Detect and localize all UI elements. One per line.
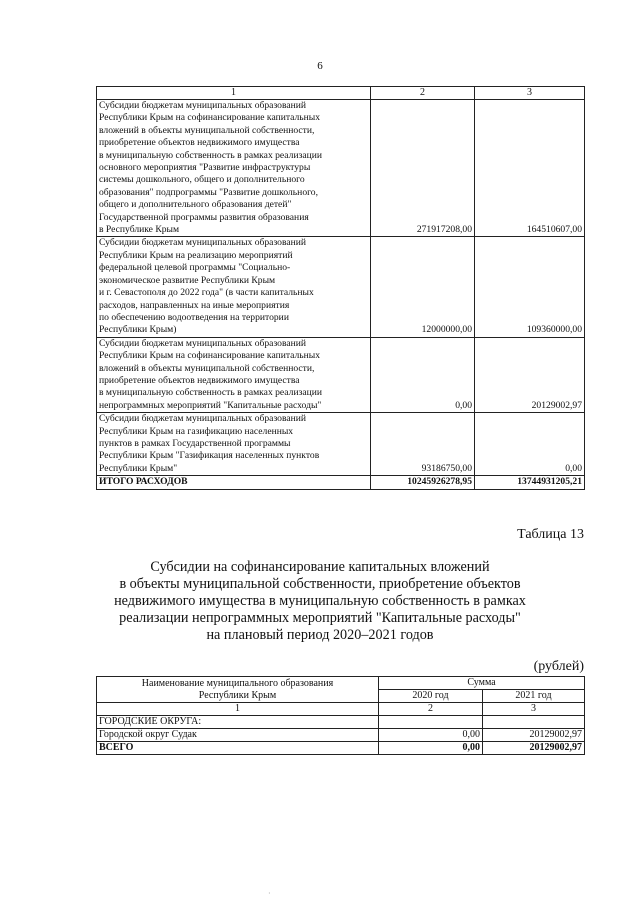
year-2021-header: 2021 год bbox=[483, 690, 585, 703]
row-value-col2: 12000000,00 bbox=[371, 237, 475, 337]
column-number-2: 2 bbox=[379, 703, 483, 716]
total-row bbox=[97, 476, 585, 489]
column-number-1: 1 bbox=[97, 703, 379, 716]
row-description: Субсидии бюджетам муниципальных образований Республики Крым на реализацию мероприятий федеральной целевой программы "Социально- экономическое развитие Республики Крым и г. Севастополя до 2022 года" (в части капитальных расходов, направленных на иные мероприятия по обеспечению водоотведения на территории Республики Крым) bbox=[97, 237, 371, 337]
name-column-header: Наименование муниципального образования Республики Крым bbox=[97, 677, 379, 703]
expenses-table bbox=[96, 86, 585, 490]
row-description: Субсидии бюджетам муниципальных образований Республики Крым на софинансирование капитальных вложений в объекты муниципальной собственности, приобретение объектов недвижимого имущества в муниципальную собственность в рамках реализации основного мероприятия "Развитие инфраструктуры системы дошкольного, общего и дополнительного образования" подпрограммы "Развитие дошкольного, общего и дополнительного образования детей" Государственной программы развития образования в Республике Крым bbox=[97, 100, 371, 237]
row-value-col2: 271917208,00 bbox=[371, 100, 475, 237]
table-row bbox=[97, 729, 585, 742]
page-number: 6 bbox=[317, 60, 323, 72]
table-label: Таблица 13 bbox=[517, 527, 584, 542]
sum-column-header: Сумма bbox=[379, 677, 585, 690]
value-2020: 0,00 bbox=[379, 729, 483, 742]
table-row bbox=[97, 237, 585, 337]
total-value-2020: 0,00 bbox=[379, 742, 483, 755]
column-numbers-row bbox=[97, 703, 585, 716]
column-number-1: 1 bbox=[97, 87, 371, 100]
value-2021: 20129002,97 bbox=[483, 729, 585, 742]
total-value-col3: 13744931205,21 bbox=[475, 476, 585, 489]
row-value-col2: 93186750,00 bbox=[371, 413, 475, 476]
total-label: ИТОГО РАСХОДОВ bbox=[97, 476, 371, 489]
row-description: Субсидии бюджетам муниципальных образований Республики Крым на софинансирование капитальных вложений в объекты муниципальной собственности, приобретение объектов недвижимого имущества в муниципальную собственность в рамках реализации непрограммных мероприятий "Капитальные расходы" bbox=[97, 337, 371, 412]
empty-cell bbox=[483, 716, 585, 729]
row-value-col3: 0,00 bbox=[475, 413, 585, 476]
section-label: ГОРОДСКИЕ ОКРУГА: bbox=[97, 716, 379, 729]
table-heading: Субсидии на софинансирование капитальных вложений в объекты муниципальной собственности, приобретение объектов недвижимого имущества в муниципальную собственность в рамках реализации непрограммных мероприятий "Капитальные расходы" на плановый период 2020–2021 годов bbox=[114, 559, 526, 643]
row-value-col3: 20129002,97 bbox=[475, 337, 585, 412]
row-description: Субсидии бюджетам муниципальных образований Республики Крым на газификацию населенных пунктов в рамках Государственной программы Республики Крым "Газификация населенных пунктов Республики Крым" bbox=[97, 413, 371, 476]
subsidies-table bbox=[96, 676, 585, 755]
table-row bbox=[97, 413, 585, 476]
section-row bbox=[97, 716, 585, 729]
column-number-2: 2 bbox=[371, 87, 475, 100]
row-value-col3: 109360000,00 bbox=[475, 237, 585, 337]
units-label: (рублей) bbox=[533, 659, 584, 674]
row-value-col3: 164510607,00 bbox=[475, 100, 585, 237]
total-row bbox=[97, 742, 585, 755]
total-value-2021: 20129002,97 bbox=[483, 742, 585, 755]
municipality-name: Городской округ Судак bbox=[97, 729, 379, 742]
table-row bbox=[97, 337, 585, 412]
empty-cell bbox=[379, 716, 483, 729]
total-label: ВСЕГО bbox=[97, 742, 379, 755]
table-header-row bbox=[97, 87, 585, 100]
row-value-col2: 0,00 bbox=[371, 337, 475, 412]
total-value-col2: 10245926278,95 bbox=[371, 476, 475, 489]
table-header-row bbox=[97, 677, 585, 690]
scan-mark: · bbox=[268, 889, 271, 898]
column-number-3: 3 bbox=[475, 87, 585, 100]
table-row bbox=[97, 100, 585, 237]
column-number-3: 3 bbox=[483, 703, 585, 716]
year-2020-header: 2020 год bbox=[379, 690, 483, 703]
